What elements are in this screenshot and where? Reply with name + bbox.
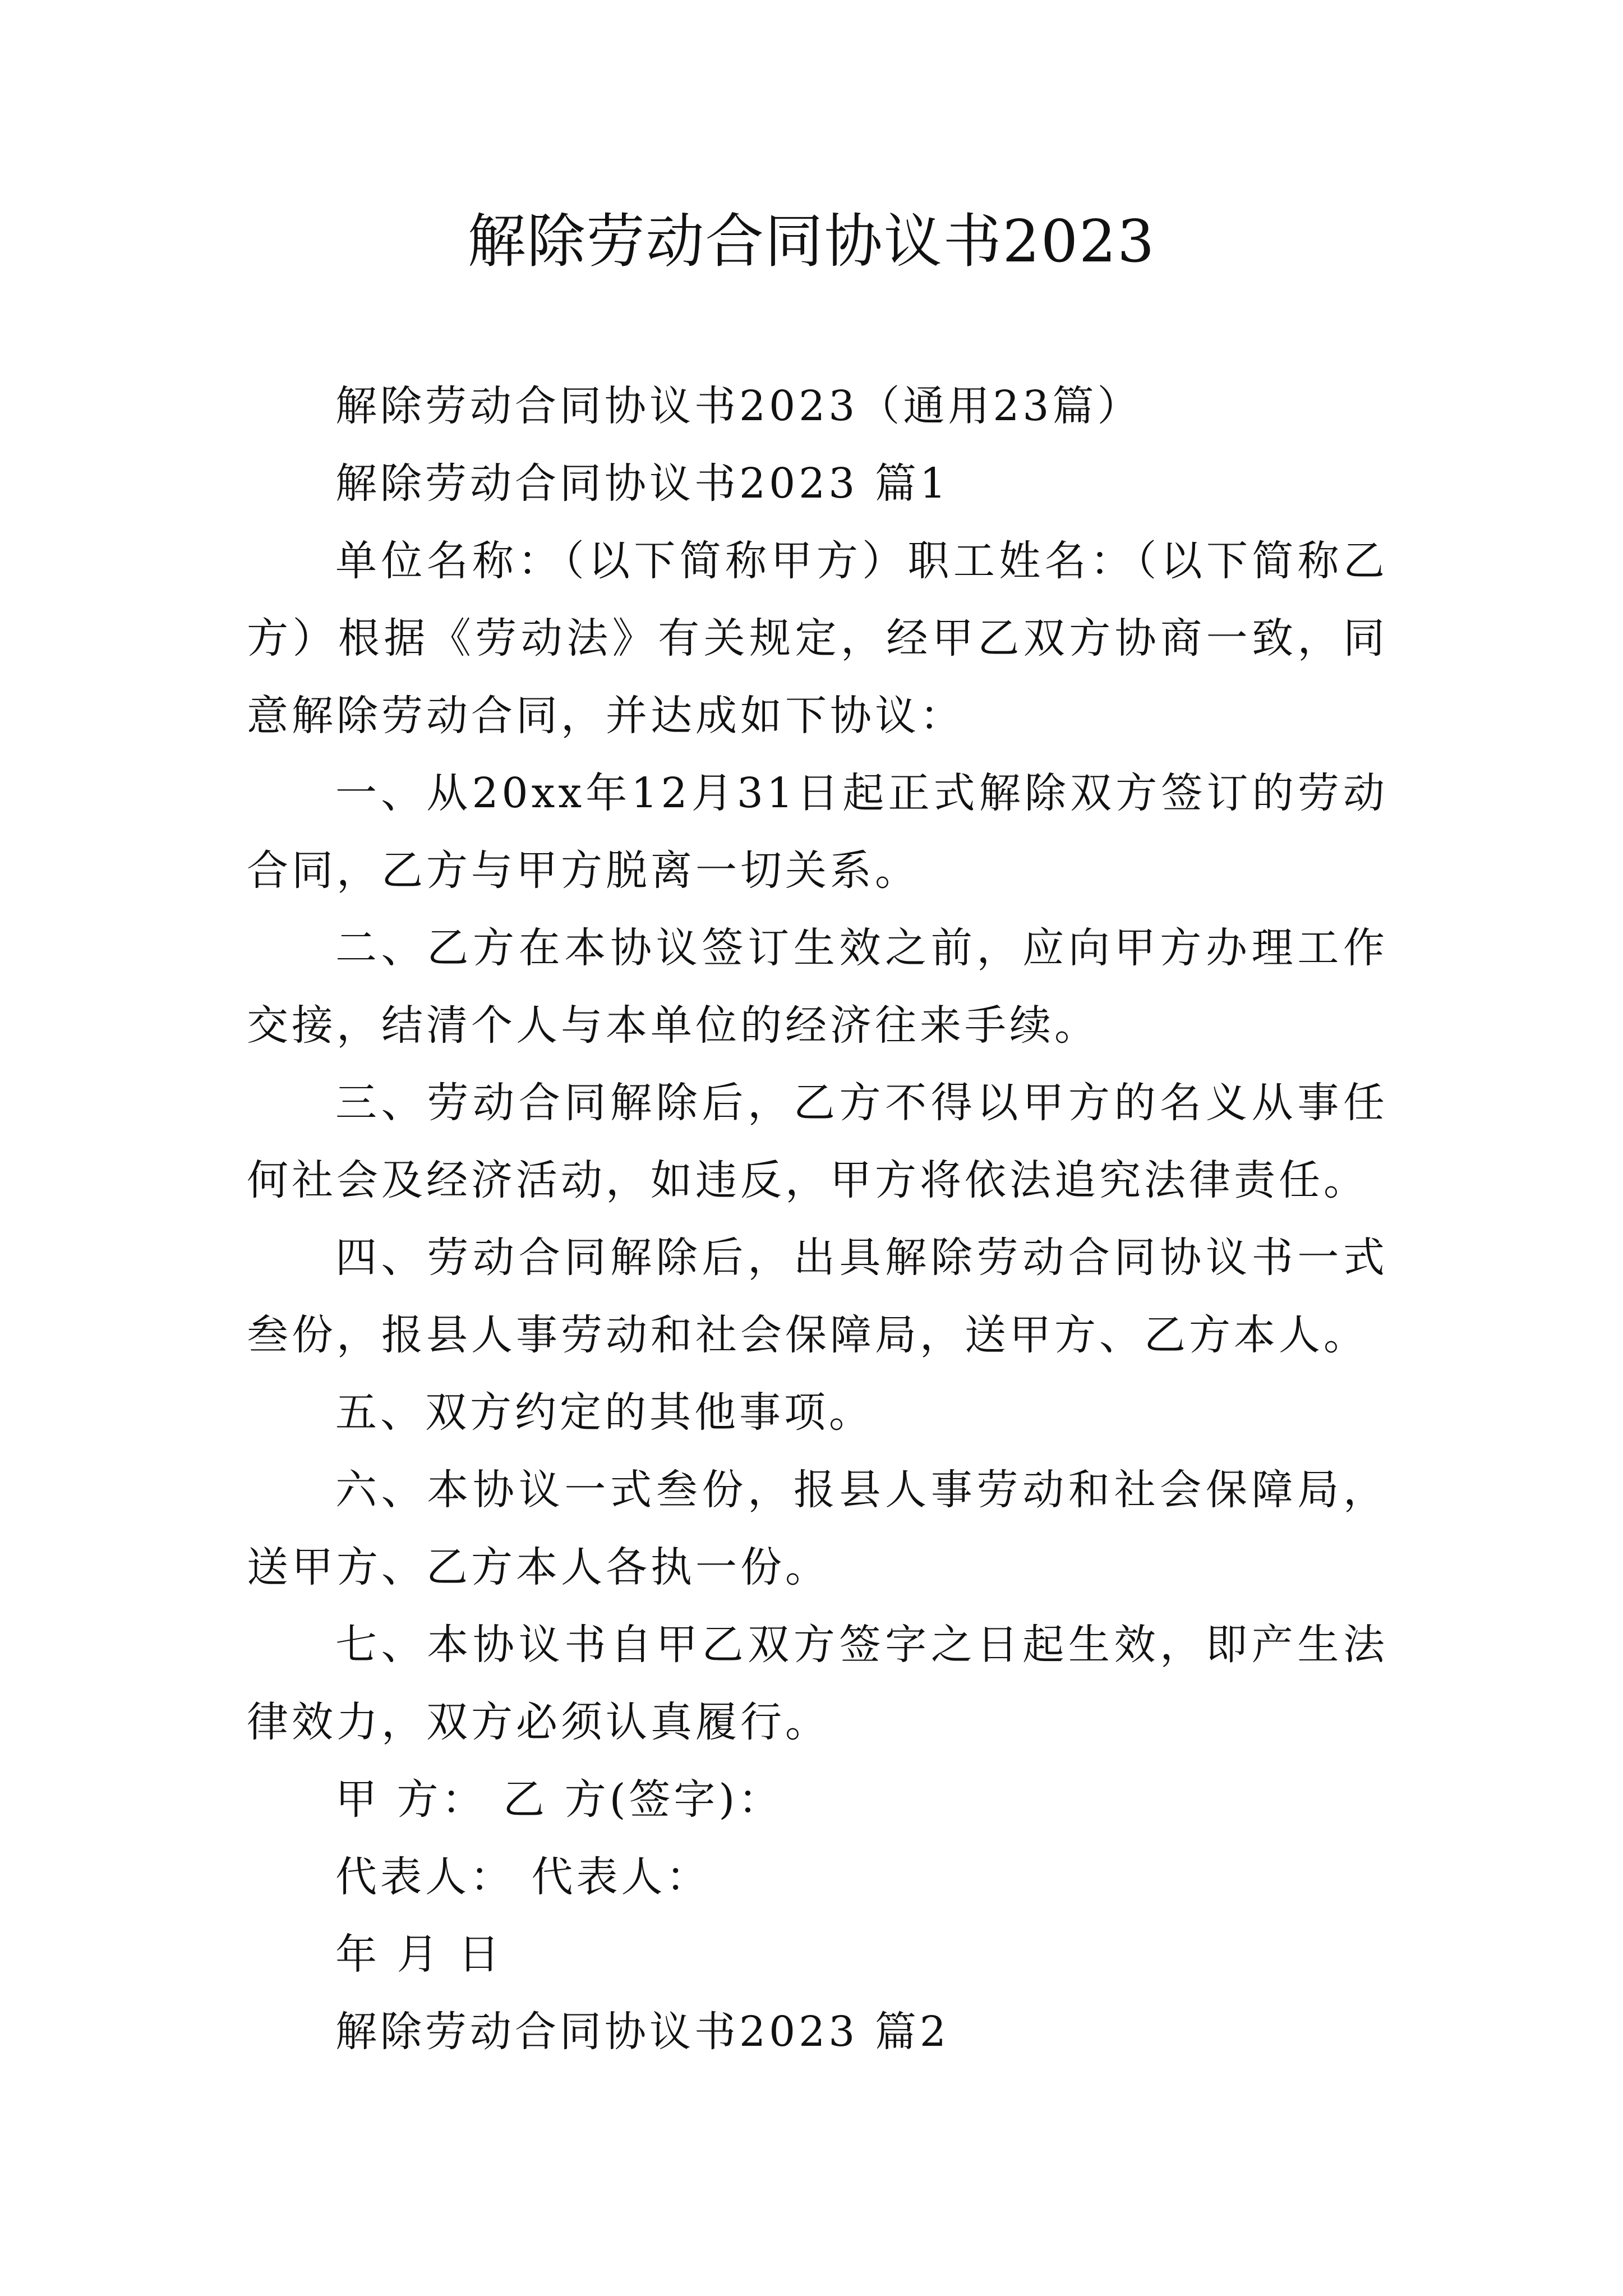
- paragraph: 单位名称：（以下简称甲方）职工姓名：（以下简称乙方）根据《劳动法》有关规定，经甲乙双方协商一致，同意解除劳动合同，并达成如下协议：: [247, 537, 1388, 740]
- representative-line: 代表人： 代表人：: [335, 1853, 711, 1901]
- clause-3: 三、劳动合同解除后，乙方不得以甲方的名义从事任何社会及经济活动，如违反，甲方将依法追究法律责任。: [247, 1079, 1388, 1204]
- clause-4: 四、劳动合同解除后，出具解除劳动合同协议书一式叁份，报县人事劳动和社会保障局，送甲方、乙方本人。: [247, 1234, 1388, 1359]
- document-subtitle: 解除劳动合同协议书2023（通用23篇）: [335, 382, 1142, 430]
- section-heading: 解除劳动合同协议书2023 篇1: [335, 459, 949, 508]
- clause-6: 六、本协议一式叁份，报县人事劳动和社会保障局，送甲方、乙方本人各执一份。: [247, 1466, 1388, 1591]
- clause-5: 五、双方约定的其他事项。: [335, 1388, 874, 1437]
- document-title: 解除劳动合同协议书2023: [467, 207, 1156, 275]
- clause-1: 一、从20xx年12月31日起正式解除双方签订的劳动合同，乙方与甲方脱离一切关系。: [247, 769, 1388, 895]
- date-line: 年 月 日: [335, 1930, 504, 1978]
- section-heading: 解除劳动合同协议书2023 篇2: [335, 2008, 949, 2056]
- signature-parties-line: 甲 方： 乙 方(签字)：: [335, 1775, 783, 1824]
- clause-7: 七、本协议书自甲乙双方签字之日起生效，即产生法律效力，双方必须认真履行。: [247, 1621, 1388, 1746]
- clause-2: 二、乙方在本协议签订生效之前，应向甲方办理工作交接，结清个人与本单位的经济往来手续。: [247, 924, 1388, 1050]
- document-body: [247, 367, 1388, 2070]
